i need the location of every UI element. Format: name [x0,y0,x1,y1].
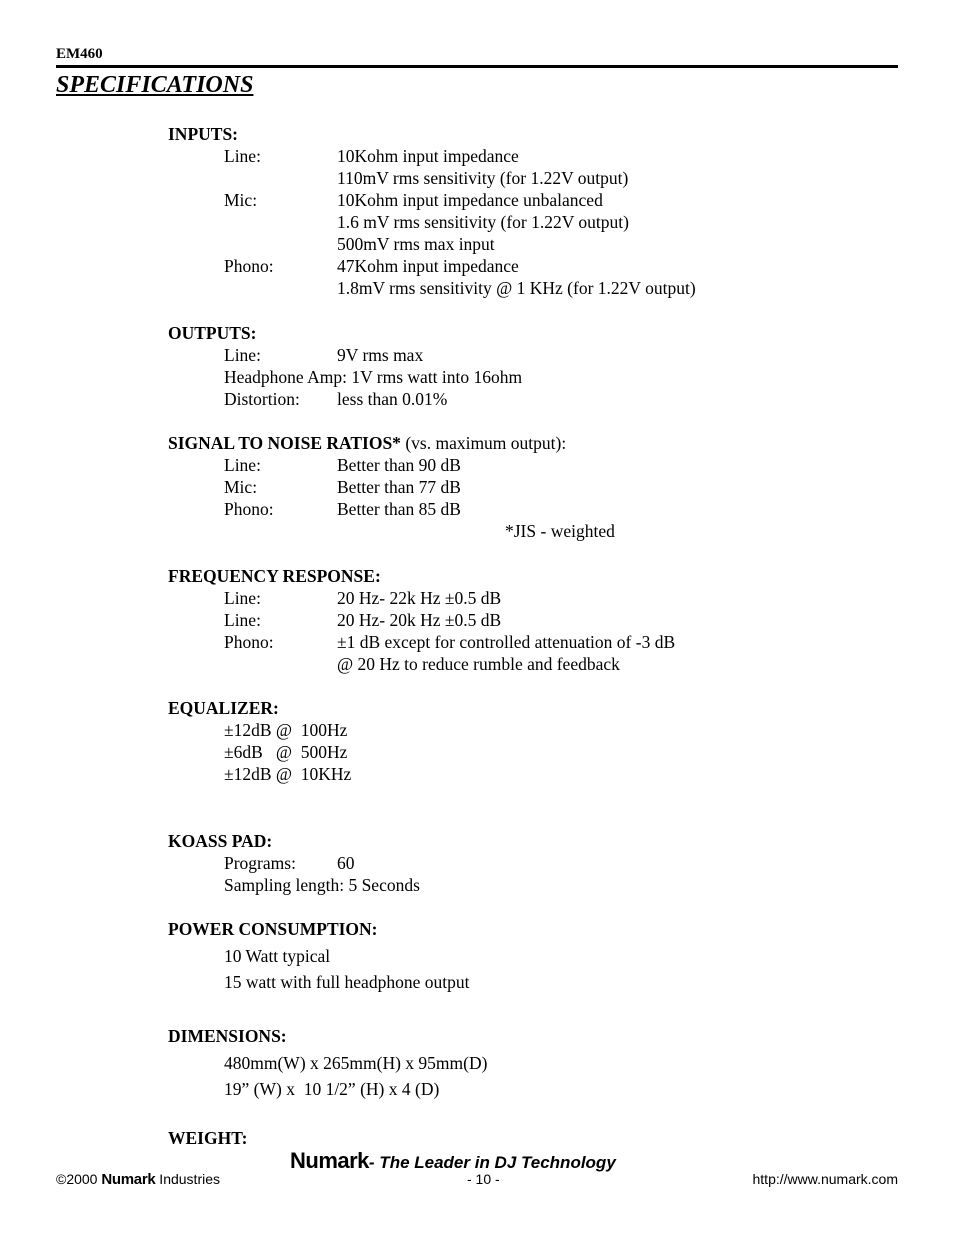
equalizer-row-2: ±6dB @ 500Hz [224,742,348,762]
snr-heading: SIGNAL TO NOISE RATIOS* [168,433,401,453]
frequency-phono-value-2: @ 20 Hz to reduce rumble and feedback [337,654,620,674]
inputs-mic-value-1: 10Kohm input impedance unbalanced [337,190,603,210]
frequency-line1-value: 20 Hz- 22k Hz ±0.5 dB [337,588,502,608]
page-title: SPECIFICATIONS [56,72,254,98]
copyright-suffix: Industries [155,1171,221,1187]
page-number: - 10 - [467,1171,500,1187]
snr-line-value: Better than 90 dB [337,455,461,475]
frequency-heading: FREQUENCY RESPONSE: [168,566,381,586]
snr-mic-value: Better than 77 dB [337,477,461,497]
outputs-distortion-value: less than 0.01% [337,389,448,409]
snr-line-label: Line: [224,455,261,475]
snr-heading-note: (vs. maximum output): [400,433,567,453]
numark-logo-small: Numark [101,1171,156,1188]
snr-heading-row [168,432,566,454]
koass-programs-value: 60 [337,853,355,873]
koass-programs-label: Programs: [224,853,296,873]
equalizer-heading: EQUALIZER: [168,698,279,718]
outputs-heading: OUTPUTS: [168,323,257,343]
equalizer-row-1: ±12dB @ 100Hz [224,720,348,740]
snr-footnote: *JIS - weighted [505,521,615,541]
outputs-distortion-label: Distortion: [224,389,300,409]
inputs-phono-value-2: 1.8mV rms sensitivity @ 1 KHz (for 1.22V output) [337,278,696,298]
inputs-phono-label: Phono: [224,256,274,276]
dimensions-row-2: 19” (W) x 10 1/2” (H) x 4 (D) [224,1079,440,1099]
frequency-line1-label: Line: [224,588,261,608]
footer-copyright [56,1171,220,1188]
koass-sampling: Sampling length: 5 Seconds [224,875,420,895]
frequency-line2-value: 20 Hz- 20k Hz ±0.5 dB [337,610,502,630]
model-number: EM460 [56,46,103,62]
frequency-phono-label: Phono: [224,632,274,652]
footer-tagline-row [290,1148,616,1174]
koass-heading: KOASS PAD: [168,831,273,851]
inputs-phono-value-1: 47Kohm input impedance [337,256,519,276]
copyright-prefix: ©2000 [56,1171,102,1187]
frequency-line2-label: Line: [224,610,261,630]
header-rule [56,65,898,68]
inputs-line-label: Line: [224,146,261,166]
dimensions-row-1: 480mm(W) x 265mm(H) x 95mm(D) [224,1053,488,1073]
outputs-line-value: 9V rms max [337,345,424,365]
power-row-2: 15 watt with full headphone output [224,972,470,992]
outputs-line-label: Line: [224,345,261,365]
dimensions-heading: DIMENSIONS: [168,1026,287,1046]
footer-url[interactable]: http://www.numark.com [752,1171,898,1187]
inputs-mic-value-2: 1.6 mV rms sensitivity (for 1.22V output) [337,212,629,232]
power-heading: POWER CONSUMPTION: [168,919,378,939]
frequency-phono-value-1: ±1 dB except for controlled attenuation of -3 dB [337,632,676,652]
snr-phono-label: Phono: [224,499,274,519]
equalizer-row-3: ±12dB @ 10KHz [224,764,352,784]
inputs-heading: INPUTS: [168,124,239,144]
footer-tagline: - The Leader in DJ Technology [368,1153,616,1172]
weight-heading: WEIGHT: [168,1128,248,1148]
snr-mic-label: Mic: [224,477,258,497]
snr-phono-value: Better than 85 dB [337,499,461,519]
outputs-headphone: Headphone Amp: 1V rms watt into 16ohm [224,367,523,387]
inputs-mic-value-3: 500mV rms max input [337,234,495,254]
numark-logo: Numark [290,1148,369,1173]
inputs-line-value-1: 10Kohm input impedance [337,146,519,166]
inputs-mic-label: Mic: [224,190,258,210]
power-row-1: 10 Watt typical [224,946,331,966]
inputs-line-value-2: 110mV rms sensitivity (for 1.22V output) [337,168,629,188]
